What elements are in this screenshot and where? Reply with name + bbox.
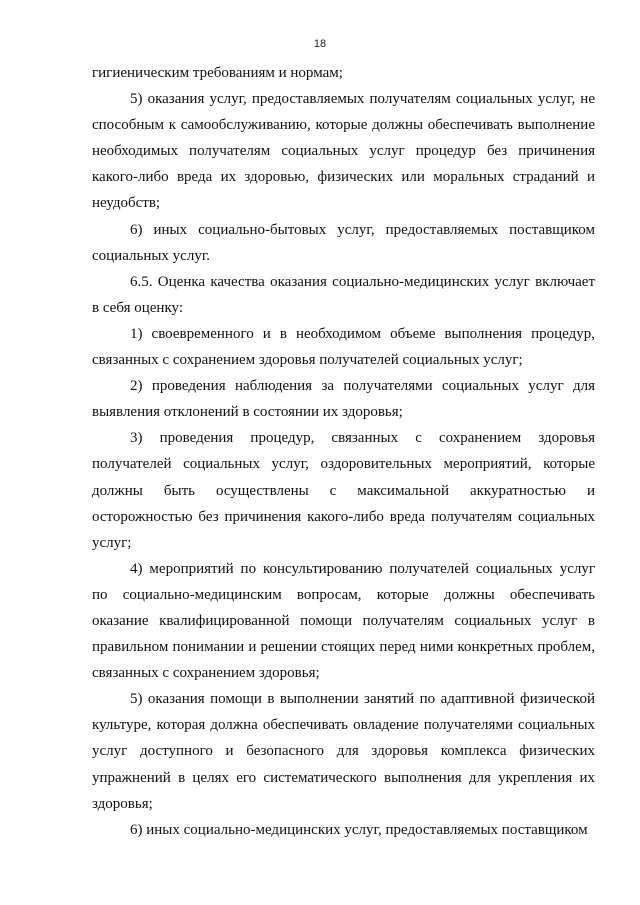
paragraph: гигиеническим требованиям и нормам; xyxy=(92,65,343,81)
paragraph: 6.5. Оценка качества оказания социально-медицинских услуг включает в себя оценку: xyxy=(92,273,595,316)
paragraph: 5) оказания услуг, предоставляемых получателям социальных услуг, не способным к самообслуживанию, которые должны обеспечивать выполнение необходимых получателям социальных услуг процедур без причинения какого-либо вреда их здоровью, физических или моральных страданий и неудобств; xyxy=(92,91,595,212)
paragraph: 4) мероприятий по консультированию получателей социальных услуг по социально-медицинским вопросам, которые должны обеспечивать оказание квалифицированной помощи получателям социальных услуг в правильном понимании и решении стоящих перед ними конкретных проблем, связанных с сохранением здоровья; xyxy=(92,560,595,682)
paragraph: 1) своевременного и в необходимом объеме выполнения процедур, связанных с сохранением здоровья получателей социальных услуг; xyxy=(92,325,595,369)
paragraph: 6) иных социально-медицинских услуг, предоставляемых поставщиком xyxy=(130,821,588,838)
paragraph: 5) оказания помощи в выполнении занятий по адаптивной физической культуре, которая должна обеспечивать овладение получателями социальных услуг доступного и безопасного для здоровья комплекса физических упражнений в целях его систематического выполнения для укрепления их здоровья; xyxy=(92,691,595,812)
document-body xyxy=(92,60,595,843)
paragraph: 2) проведения наблюдения за получателями социальных услуг для выявления отклонений в состоянии их здоровья; xyxy=(92,378,595,421)
page-number: 18 xyxy=(313,38,327,50)
paragraph: 3) проведения процедур, связанных с сохранением здоровья получателей социальных услуг, оздоровительных мероприятий, которые должны быть осуществлены с максимальной аккуратностью и осторожностью без причинения какого-либо вреда получателям социальных услуг; xyxy=(92,430,595,551)
paragraph: 6) иных социально-бытовых услуг, предоставляемых поставщиком социальных услуг. xyxy=(92,221,595,264)
